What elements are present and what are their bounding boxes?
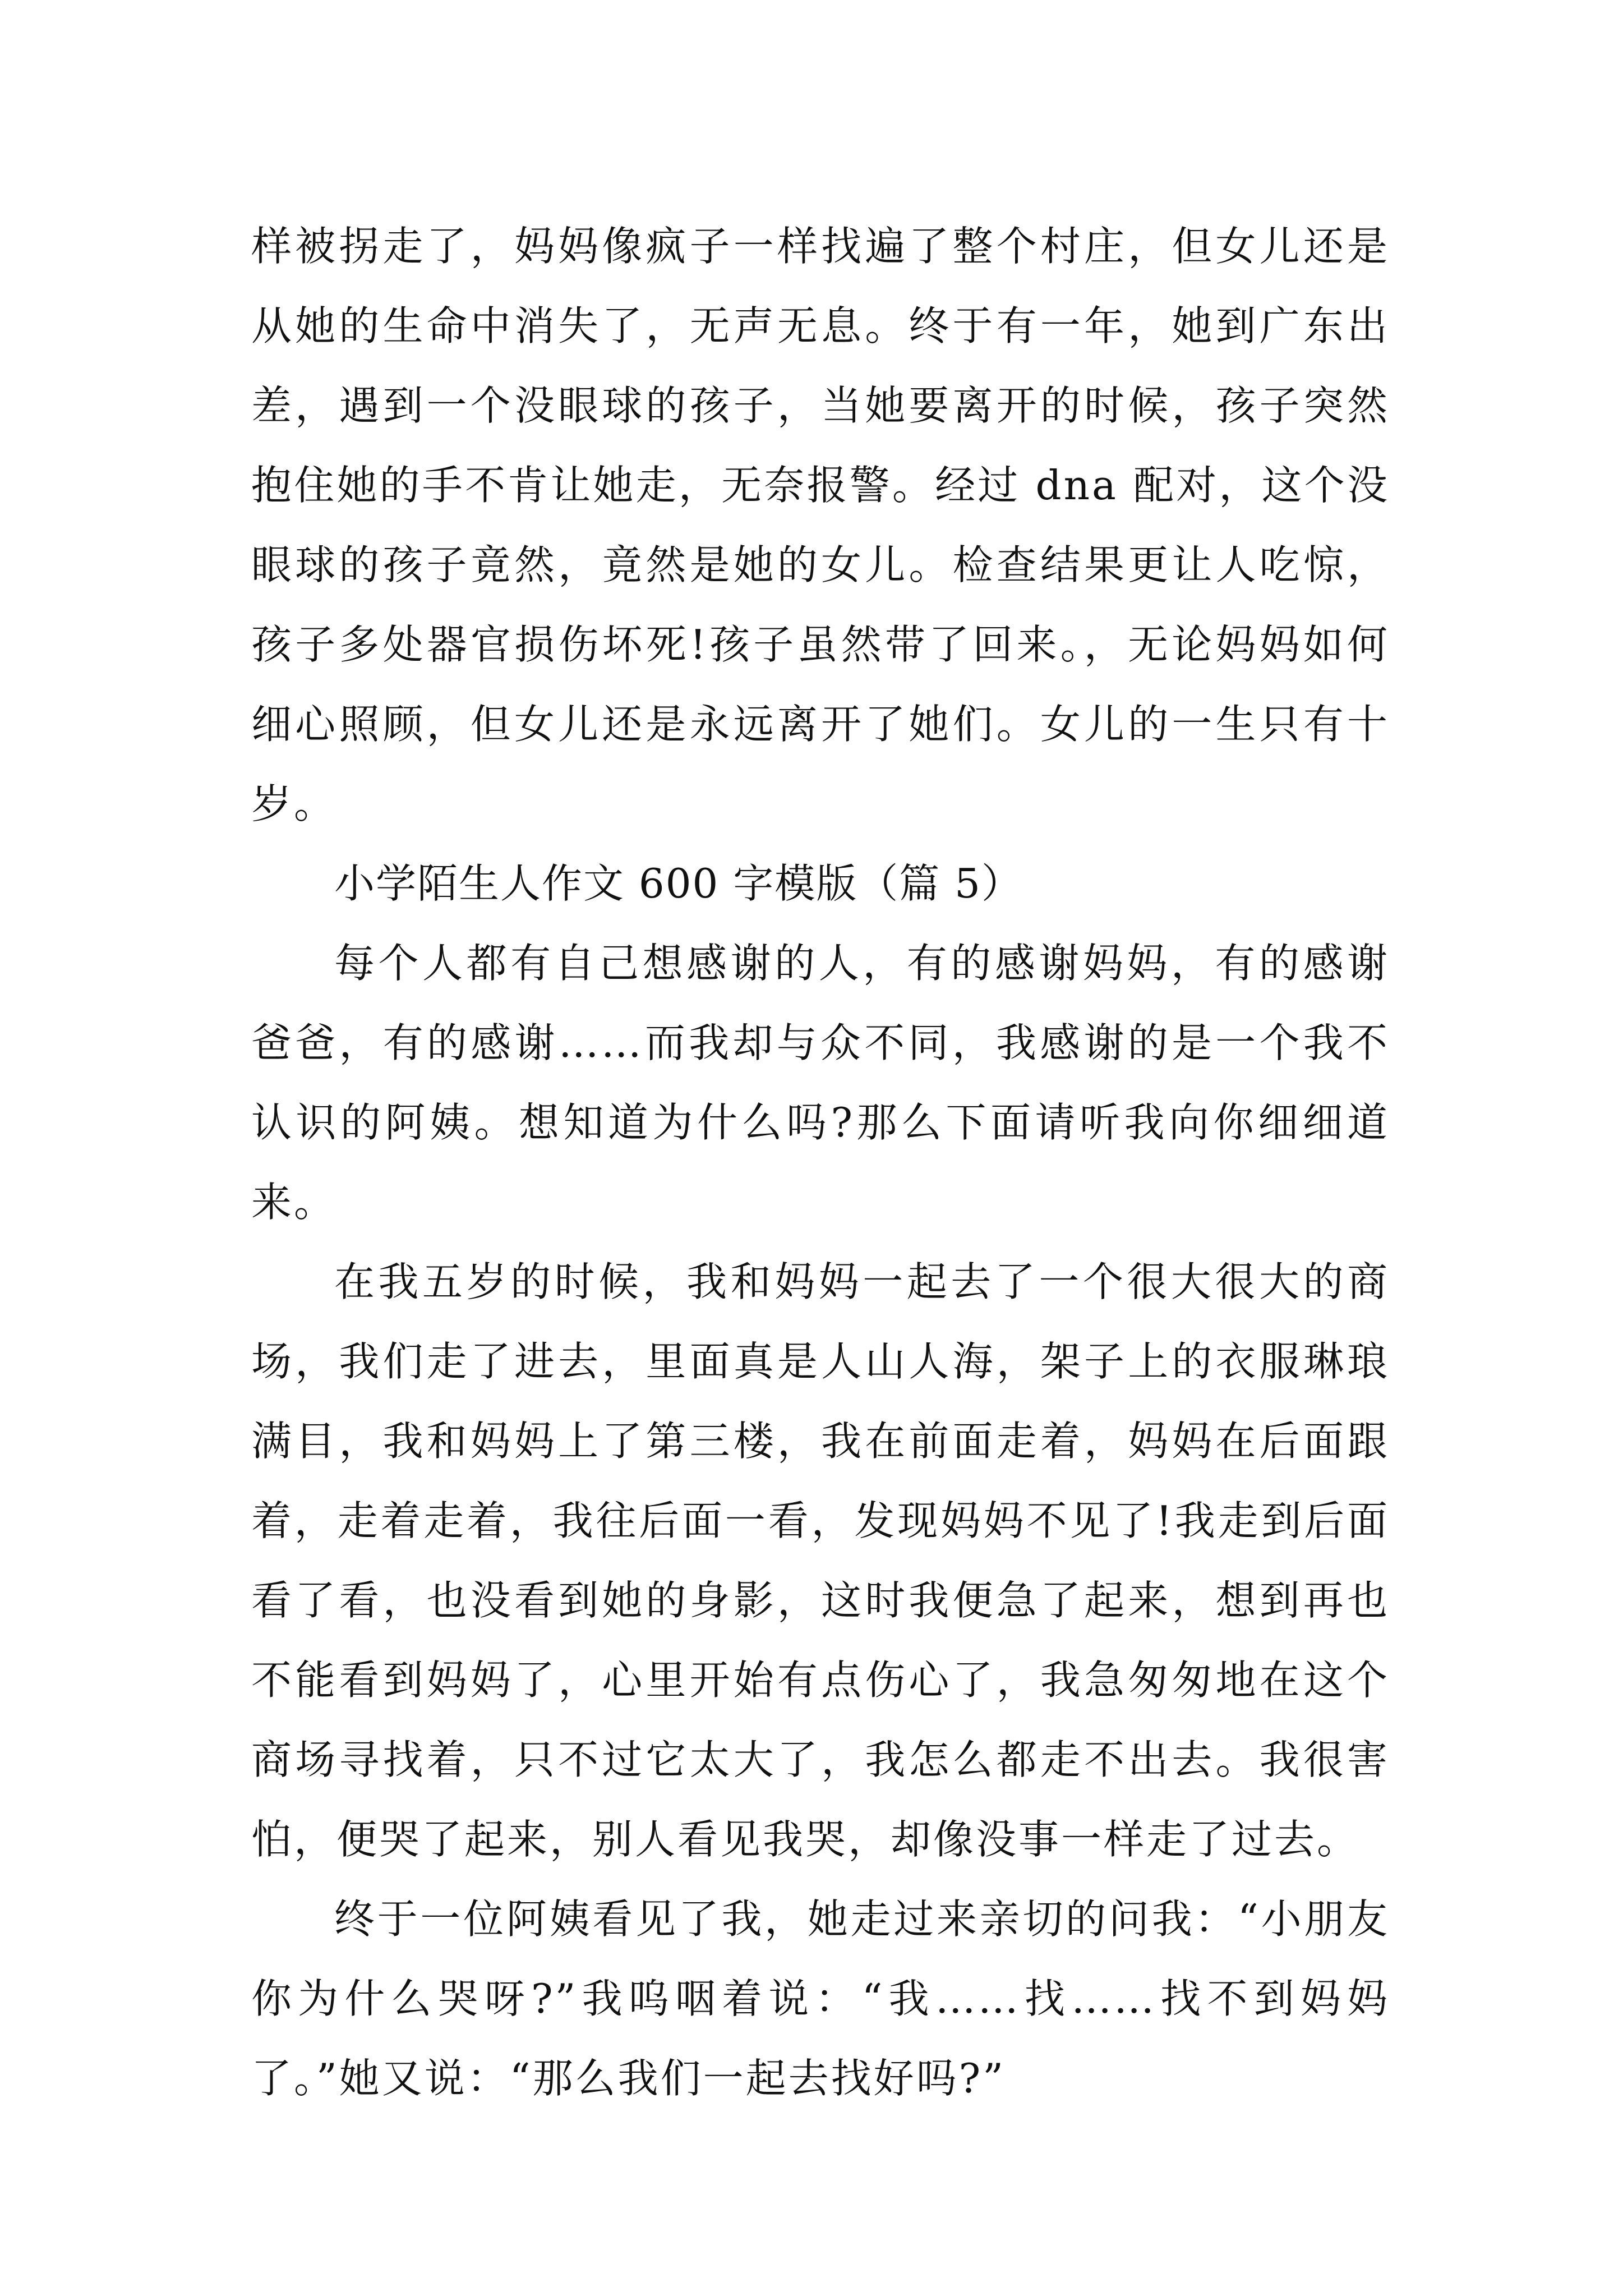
document-body (251, 206, 1390, 2118)
paragraph: 终于一位阿姨看见了我，她走过来亲切的问我：“小朋友你为什么哭呀?”我呜咽着说：“我……找……找不到妈妈了。”她又说：“那么我们一起去找好吗?” (251, 1895, 1390, 2102)
paragraph: 在我五岁的时候，我和妈妈一起去了一个很大很大的商场，我们走了进去，里面真是人山人海，架子上的衣服琳琅满目，我和妈妈上了第三楼，我在前面走着，妈妈在后面跟着，走着走着，我往后面一看，发现妈妈不见了!我走到后面看了看，也没看到她的身影，这时我便急了起来，想到再也不能看到妈妈了，心里开始有点伤心了，我急匆匆地在这个商场寻找着，只不过它太大了，我怎么都走不出去。我很害怕，便哭了起来，别人看见我哭，却像没事一样走了过去。 (251, 1258, 1390, 1863)
paragraph-continuation: 样被拐走了，妈妈像疯子一样找遍了整个村庄，但女儿还是从她的生命中消失了，无声无息。终于有一年，她到广东出差，遇到一个没眼球的孩子，当她要离开的时候，孩子突然抱住她的手不肯让她走，无奈报警。经过 dna 配对，这个没眼球的孩子竟然，竟然是她的女儿。检查结果更让人吃惊，孩子多处器官损伤坏死!孩子虽然带了回来。，无论妈妈如何细心照顾，但女儿还是永远离开了她们。女儿的一生只有十岁。 (251, 223, 1390, 827)
section-heading: 小学陌生人作文 600 字模版（篇 5） (334, 860, 1023, 907)
paragraph: 每个人都有自己想感谢的人，有的感谢妈妈，有的感谢爸爸，有的感谢……而我却与众不同，我感谢的是一个我不认识的阿姨。想知道为什么吗?那么下面请听我向你细细道来。 (251, 940, 1390, 1226)
